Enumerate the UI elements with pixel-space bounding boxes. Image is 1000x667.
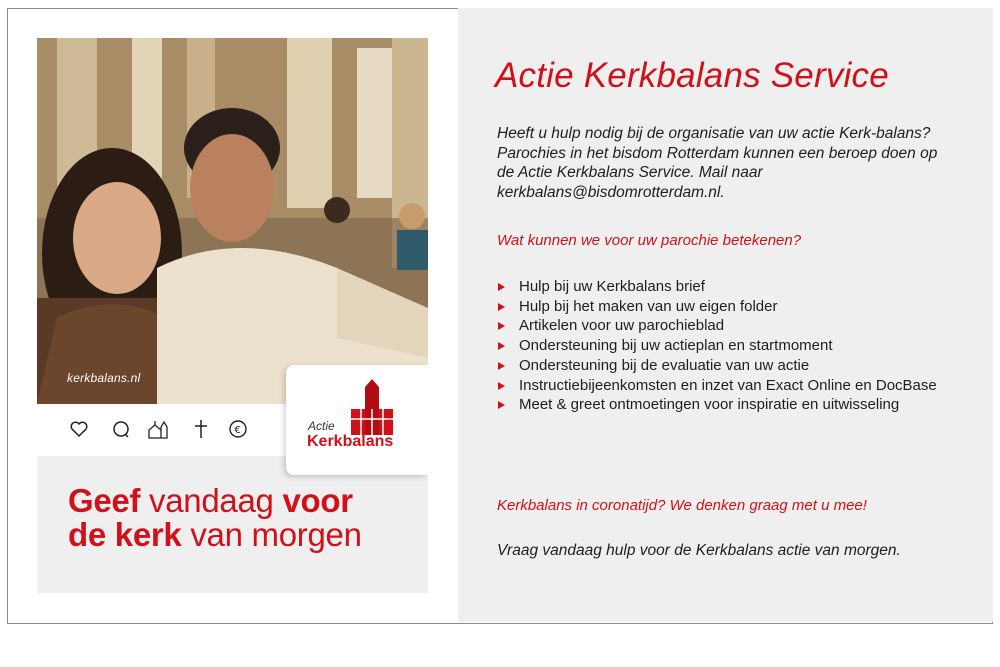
- logo-kerkbalans: Kerkbalans: [307, 433, 394, 450]
- campaign-poster: [37, 38, 428, 593]
- poster-slogan: Geef vandaag voor de kerk van morgen: [68, 482, 362, 553]
- corona-note: Kerkbalans in coronatijd? We denken graag met u mee!: [497, 497, 867, 514]
- church-icon: [147, 418, 169, 440]
- closing-line: Vraag vandaag hulp voor de Kerkbalans actie van morgen.: [497, 542, 901, 559]
- logo-actie: Actie: [308, 419, 335, 433]
- euro-icon: [227, 418, 249, 440]
- photo-illustration: [37, 38, 428, 404]
- heart-icon: [68, 418, 90, 440]
- intro-paragraph: Heeft u hulp nodig bij de organisatie van uw actie Kerk-balans? Parochies in het bisdom Rotterdam kunnen een beroep doen op de Actie Kerkbalans Service. Mail naar kerkbalans@bisdomrotterdam.nl.: [497, 125, 938, 201]
- list-item: Instructiebijeenkomsten en inzet van Exact Online en DocBase: [497, 376, 937, 396]
- page-title: Actie Kerkbalans Service: [495, 56, 889, 95]
- services-list: [497, 277, 937, 415]
- list-item: Hulp bij uw Kerkbalans brief: [497, 277, 937, 297]
- comment-icon: [110, 418, 132, 440]
- church-logo-icon: [343, 379, 399, 437]
- list-item: Meet & greet ontmoetingen voor inspiratie en uitwisseling: [497, 395, 937, 415]
- cross-icon: [190, 418, 212, 440]
- svg-text:€: €: [234, 425, 241, 436]
- church-photo: [37, 38, 428, 404]
- kerkbalans-logo: [286, 365, 428, 475]
- list-item: Ondersteuning bij uw actieplan en startmoment: [497, 336, 937, 356]
- list-item: Ondersteuning bij de evaluatie van uw actie: [497, 356, 937, 376]
- list-item: Hulp bij het maken van uw eigen folder: [497, 297, 937, 317]
- list-item: Artikelen voor uw parochieblad: [497, 316, 937, 336]
- website-tag: kerkbalans.nl: [67, 371, 141, 385]
- question-heading: Wat kunnen we voor uw parochie betekenen?: [497, 232, 802, 249]
